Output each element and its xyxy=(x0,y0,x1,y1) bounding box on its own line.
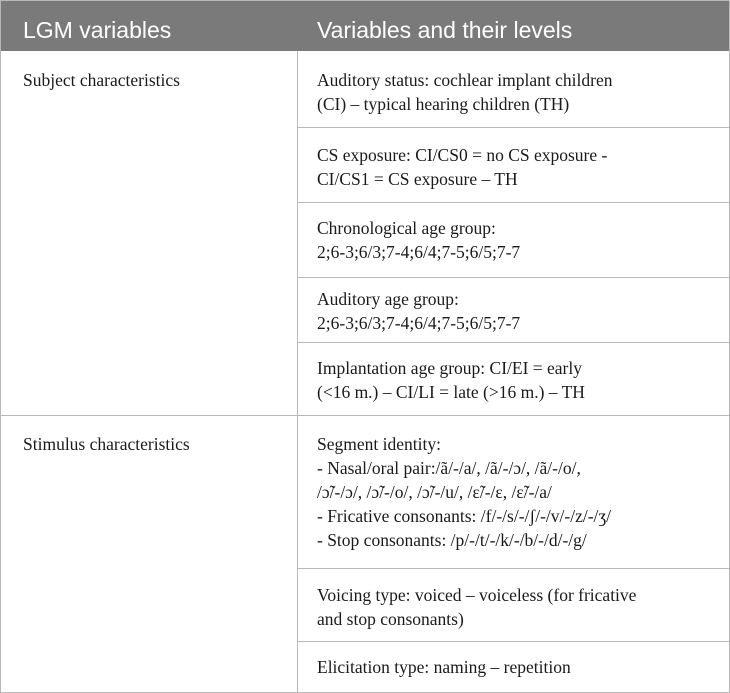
group-label-stimulus: Stimulus characteristics xyxy=(23,434,190,454)
row-divider xyxy=(297,342,729,343)
level-cs-exposure: CS exposure: CI/CS0 = no CS exposure - CI/CS1 = CS exposure – TH xyxy=(317,145,608,189)
level-auditory-status: Auditory status: cochlear implant children (CI) – typical hearing children (TH) xyxy=(317,70,613,114)
row-divider xyxy=(297,202,729,203)
header-variables-levels: Variables and their levels xyxy=(317,17,573,43)
level-voicing-type: Voicing type: voiced – voiceless (for fricative and stop consonants) xyxy=(317,585,637,629)
column-divider xyxy=(297,51,298,692)
level-auditory-age: Auditory age group: 2;6-3;6/3;7-4;6/4;7-5;6/5;7-7 xyxy=(317,289,521,333)
level-elicitation-type: Elicitation type: naming – repetition xyxy=(317,657,571,677)
header-lgm-variables: LGM variables xyxy=(23,17,172,43)
group-label-subject: Subject characteristics xyxy=(23,70,180,90)
level-segment-identity: Segment identity: - Nasal/oral pair:/ã/-/a/, /ã/-/ɔ/, /ã/-/o/, /ɔ̃/-/ɔ/, /ɔ̃/-/o/, /ɔ̃/-/u/, /ɛ̃/-/ɛ, /ɛ̃/-/a/ - Fricative consonants: /f/-/s/-/ʃ/-/v/-/z/-/ʒ/ - Stop consonants: /p/-/t/-/k/-/b/-/d/-/g/ xyxy=(317,434,612,550)
level-chronological-age: Chronological age group: 2;6-3;6/3;7-4;6/4;7-5;6/5;7-7 xyxy=(317,218,521,262)
row-divider xyxy=(297,277,729,278)
row-divider xyxy=(297,641,729,642)
level-implantation-age: Implantation age group: CI/EI = early (<16 m.) – CI/LI = late (>16 m.) – TH xyxy=(317,358,585,402)
table-header xyxy=(1,1,729,51)
row-divider xyxy=(297,568,729,569)
row-divider xyxy=(297,127,729,128)
group-divider xyxy=(1,415,729,416)
